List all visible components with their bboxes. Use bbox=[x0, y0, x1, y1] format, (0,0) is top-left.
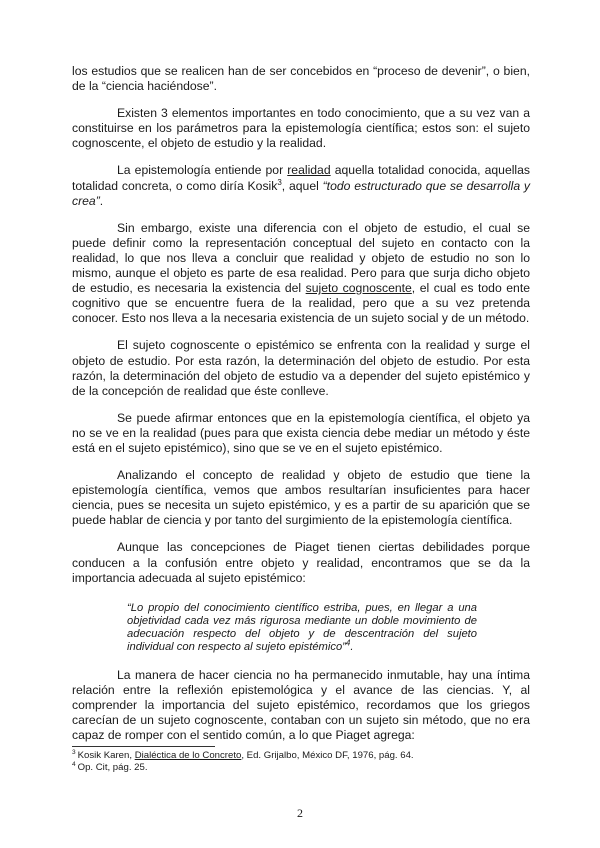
paragraph-2-text-d: , aquel bbox=[281, 178, 323, 193]
paragraph-7: Aunque las concepciones de Piaget tienen ciertas debilidades porque conducen a la confusión entre objeto y realidad, encontramos que se da la importancia adecuada al sujeto epistémico: bbox=[72, 540, 530, 585]
quote-end: . bbox=[350, 640, 354, 653]
quote-text: “Lo propio del conocimiento científico estriba, pues, en llegar a una objetividad cada vez más rigurosa mediante un doble movimiento de adecuación respecto del objeto y de descentración del sujeto individual con respecto al sujeto epistémico” bbox=[127, 601, 477, 653]
paragraph-3-text-a: Sin embargo, existe una diferencia con el objeto de estudio, el cual se puede definir como la representación conceptual del sujeto en contacto con la realidad, lo que nos lleva a concluir que realidad y objeto de estudio no son lo mismo, aunque el objeto es parte de esa realidad. Pero para que surja dicho objeto de estudio, es necesaria la existencia del bbox=[72, 220, 530, 296]
paragraph-5: Se puede afirmar entonces que en la epistemología científica, el objeto ya no se ve en la realidad (pues para que exista ciencia debe mediar un método y éste está en el sujeto epistémico), sino que se ve en el sujeto epistémico. bbox=[72, 410, 530, 455]
footnote-3 bbox=[72, 750, 532, 762]
paragraph-3 bbox=[72, 221, 530, 327]
body-text bbox=[72, 64, 530, 755]
paragraph-0: los estudios que se realicen han de ser concebidos en “proceso de devenir”, o bien, de la “ciencia haciéndose”. bbox=[72, 64, 530, 94]
paragraph-1: Existen 3 elementos importantes en todo conocimiento, que a su vez van a constituirse en los parámetros para la epistemología científica; estos son: el sujeto cognoscente, el objeto de estudio y la realidad. bbox=[72, 106, 530, 151]
footnote-separator bbox=[72, 746, 215, 747]
footnotes bbox=[72, 750, 532, 774]
page-number: 2 bbox=[297, 806, 303, 820]
footnote-3-title: Dialéctica de lo Concreto bbox=[134, 750, 242, 761]
footnote-3-pre: Kosik Karen, bbox=[77, 750, 135, 761]
paragraph-2-text-a: La epistemología entiende por bbox=[117, 163, 288, 178]
footnote-ref-3[interactable]: 3 bbox=[277, 177, 282, 187]
block-quote bbox=[127, 602, 477, 654]
kosik-quote: “todo estructurado que se desarrolla y crea” bbox=[72, 178, 530, 208]
footnote-3-post: , Ed. Grijalbo, México DF, 1976, pág. 64. bbox=[241, 750, 414, 761]
paragraph-2-text-f: . bbox=[99, 193, 104, 208]
footnote-4-number: 4 bbox=[72, 760, 76, 768]
footnote-ref-4[interactable]: 4 bbox=[345, 637, 351, 647]
paragraph-3-text-c: , el cual es todo ente cognitivo que se encuentre fuera de la realidad, pero que a su vez pretenda conocer. Esto nos lleva a la necesaria existencia de un sujeto social y de un método. bbox=[72, 281, 530, 326]
footnote-4 bbox=[72, 762, 532, 774]
footnote-3-number: 3 bbox=[72, 748, 76, 756]
sujeto-cognoscente-term: sujeto cognoscente bbox=[305, 281, 412, 296]
paragraph-8: La manera de hacer ciencia no ha permanecido inmutable, hay una íntima relación entre la reflexión epistemológica y el avance de las ciencias. Y, al comprender la importancia del sujeto epistémico, recordamos que los griegos carecían de un sujeto cognoscente, contaban con un sujeto sin método, que no era capaz de romper con el sentido común, a lo que Piaget agrega: bbox=[72, 667, 530, 743]
realidad-term: realidad bbox=[287, 163, 331, 178]
paragraph-4: El sujeto cognoscente o epistémico se enfrenta con la realidad y surge el objeto de estudio. Por esta razón, la determinación del objeto de estudio. Por esta razón, la determinación del objeto de estudio va a depender del sujeto epistémico y de la concepción de realidad que éste conlleve. bbox=[72, 338, 530, 398]
paragraph-2-text-c: aquella totalidad conocida, aquellas totalidad concreta, o como diría Kosik bbox=[72, 163, 531, 193]
footnote-4-text: Op. Cit, pág. 25. bbox=[77, 762, 148, 773]
paragraph-6: Analizando el concepto de realidad y objeto de estudio que tiene la epistemología científica, vemos que ambos resultarían insuficientes para hacer ciencia, pues se necesita un sujeto epistémico, y es a partir de su aparición que se puede hablar de ciencia y por tanto del surgimiento de la epistemología científica. bbox=[72, 468, 530, 528]
paragraph-2 bbox=[72, 163, 530, 208]
